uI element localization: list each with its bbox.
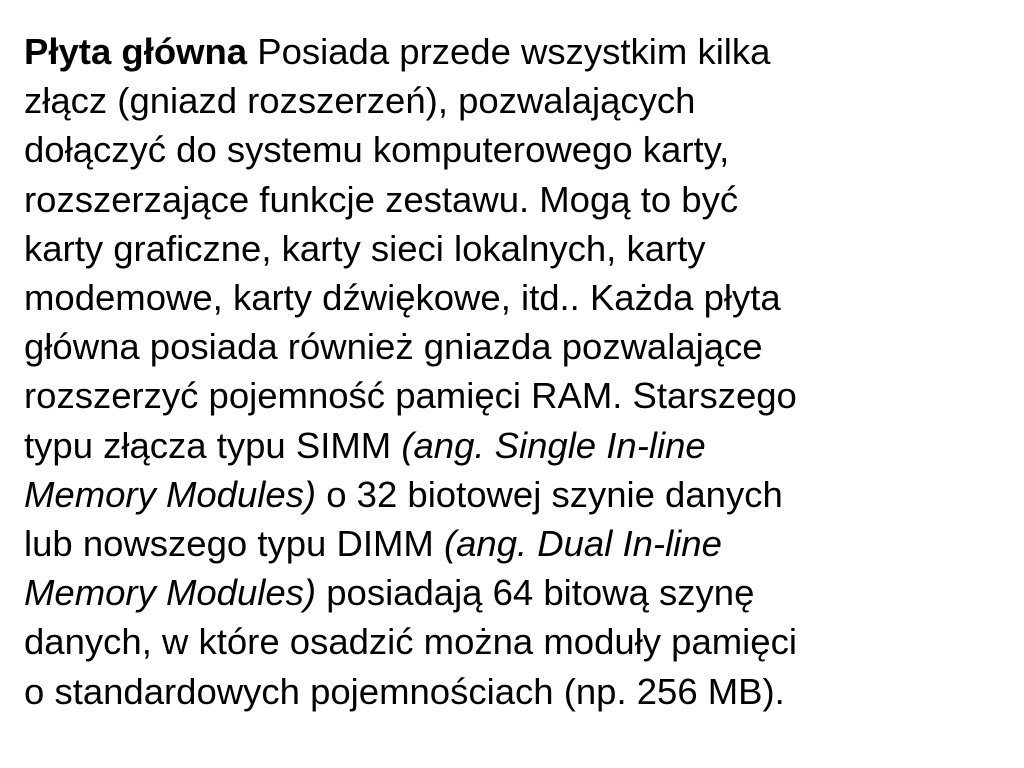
italic-term: Memory Modules): [24, 572, 317, 614]
body-text: o 32 biotowej szynie danych: [316, 473, 783, 515]
heading-term: Płyta główna: [24, 31, 248, 72]
text-line: [24, 371, 1004, 420]
body-text: Posiada przede wszystkim kilka: [247, 31, 771, 72]
text-line: [24, 125, 1004, 174]
body-text: karty graficzne, karty sieci lokalnych, karty: [24, 227, 706, 269]
body-text: główna posiada również gniazda pozwalające: [24, 326, 763, 368]
text-line: [24, 76, 1004, 125]
text-line: [24, 175, 1004, 224]
text-line: [24, 421, 1004, 470]
text-line: [24, 667, 1004, 716]
text-line: [24, 27, 1004, 76]
italic-term: (ang. Dual In-line: [443, 523, 722, 565]
document-paragraph: [24, 27, 1004, 716]
body-text: złącz (gniazd rozszerzeń), pozwalających: [24, 80, 696, 122]
text-line: [24, 568, 1004, 617]
text-line: [24, 519, 1004, 568]
text-line: [24, 224, 1004, 273]
text-line: [24, 273, 1004, 322]
body-text: rozszerzające funkcje zestawu. Mogą to być: [24, 178, 739, 220]
body-text: typu złącza typu SIMM: [24, 424, 402, 466]
text-line: [24, 322, 1004, 371]
body-text: danych, w które osadzić można moduły pamięci: [24, 621, 797, 663]
body-text: rozszerzyć pojemność pamięci RAM. Starszego: [24, 375, 797, 417]
body-text: o standardowych pojemnościach (np. 256 MB).: [24, 670, 785, 712]
body-text: modemowe, karty dźwiękowe, itd.. Każda płyta: [24, 277, 781, 319]
body-text: posiadają 64 bitową szynę: [316, 572, 755, 614]
text-line: [24, 617, 1004, 666]
text-line: [24, 470, 1004, 519]
italic-term: (ang. Single In-line: [401, 424, 706, 466]
body-text: dołączyć do systemu komputerowego karty,: [24, 129, 730, 171]
body-text: lub nowszego typu DIMM: [24, 523, 444, 565]
italic-term: Memory Modules): [24, 473, 317, 515]
